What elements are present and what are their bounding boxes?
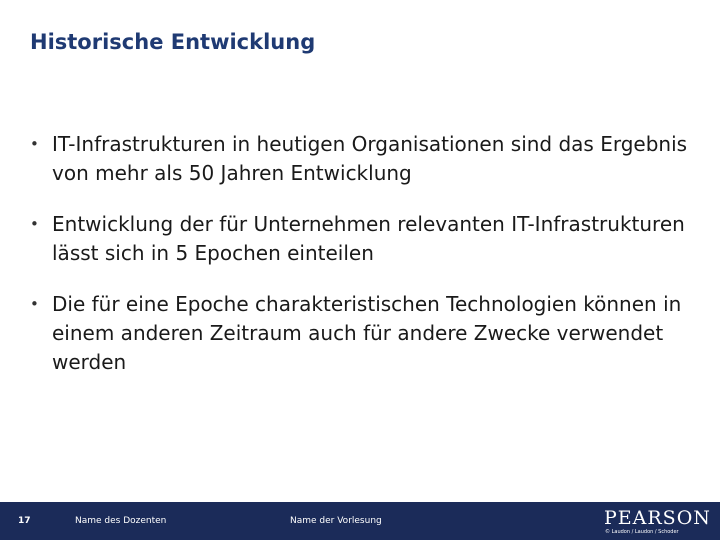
bullet-item bbox=[30, 210, 710, 268]
bullet-icon: • bbox=[30, 295, 39, 313]
bullet-item bbox=[30, 130, 710, 188]
bullet-text: IT-Infrastrukturen in heutigen Organisationen sind das Ergebnis von mehr als 50 Jahren Entwicklung bbox=[52, 132, 688, 185]
bullet-text: Entwicklung der für Unternehmen relevanten IT-Infrastrukturen lässt sich in 5 Epochen einteilen bbox=[52, 212, 685, 265]
bullet-icon: • bbox=[30, 215, 39, 233]
pearson-logo: PEARSON bbox=[604, 507, 711, 529]
presenter-name: Name des Dozenten bbox=[75, 516, 167, 526]
bullet-text: Die für eine Epoche charakteristischen Technologien können in einem anderen Zeitraum auch für andere Zwecke verwendet werden bbox=[52, 292, 682, 374]
course-name: Name der Vorlesung bbox=[290, 516, 382, 526]
copyright-text: © Laudon / Laudon / Schoder bbox=[605, 529, 679, 535]
slide-title: Historische Entwicklung bbox=[30, 30, 316, 54]
bullet-item bbox=[30, 290, 710, 377]
bullet-icon: • bbox=[30, 135, 39, 153]
page-number: 17 bbox=[18, 516, 31, 526]
footer-bar bbox=[0, 502, 720, 540]
bullet-list bbox=[30, 130, 710, 399]
